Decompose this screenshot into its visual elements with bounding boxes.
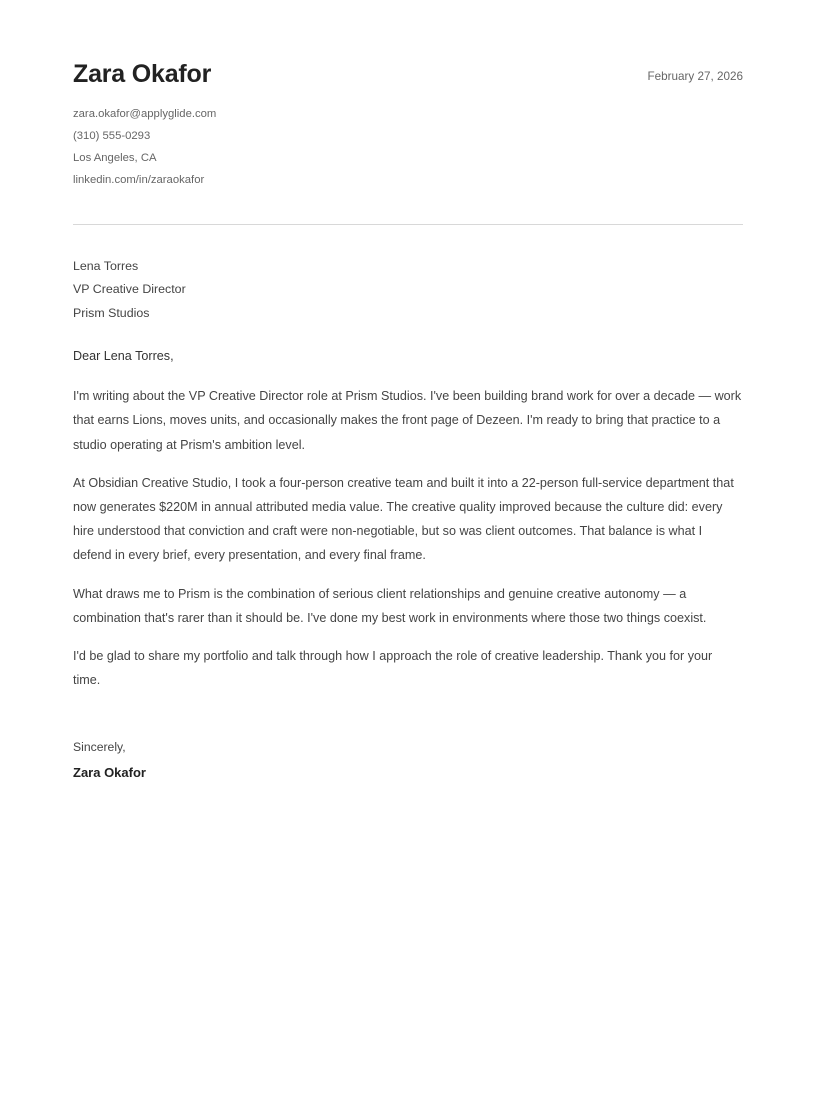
letter-date: February 27, 2026	[647, 70, 743, 83]
letter-body	[73, 384, 743, 692]
recipient-company: Prism Studios	[73, 305, 150, 320]
signature-block	[73, 734, 743, 786]
contact-list	[73, 103, 216, 191]
contact-linkedin: linkedin.com/in/zaraokafor	[73, 173, 205, 186]
sender-name: Zara Okafor	[73, 60, 212, 88]
recipient-name: Lena Torres	[73, 258, 139, 273]
body-paragraph: At Obsidian Creative Studio, I took a four-person creative team and built it into a 22-person full-service department that now generates $220M in annual attributed media value. The creative quality improved because the culture did: every hire understood that conviction and craft were non-negotiable, but so was client outcomes. That balance is what I defend in every brief, every presentation, and every final frame.	[73, 475, 734, 563]
sign-off: Sincerely,	[73, 740, 126, 755]
contact-email: zara.okafor@applyglide.com	[73, 107, 217, 120]
salutation: Dear Lena Torres,	[73, 349, 174, 364]
signature-name: Zara Okafor	[73, 765, 146, 781]
sender-block	[73, 60, 216, 191]
letter-header	[73, 60, 743, 191]
contact-location: Los Angeles, CA	[73, 151, 157, 164]
body-paragraph: I'm writing about the VP Creative Director role at Prism Studios. I've been building brand work for over a decade — work that earns Lions, moves units, and occasionally makes the front page of Dezeen. I'm ready to bring that practice to a studio operating at Prism's ambition level.	[73, 389, 742, 452]
recipient-title: VP Creative Director	[73, 282, 186, 297]
body-paragraph: I'd be glad to share my portfolio and talk through how I approach the role of creative leadership. Thank you for your time.	[73, 648, 713, 688]
body-paragraph: What draws me to Prism is the combination of serious client relationships and genuine creative autonomy — a combination that's rarer than it should be. I've done my best work in environments where those two things coexist.	[73, 586, 707, 625]
contact-phone: (310) 555-0293	[73, 129, 151, 142]
header-divider	[73, 224, 743, 225]
cover-letter	[73, 60, 743, 786]
recipient-block	[73, 255, 743, 326]
